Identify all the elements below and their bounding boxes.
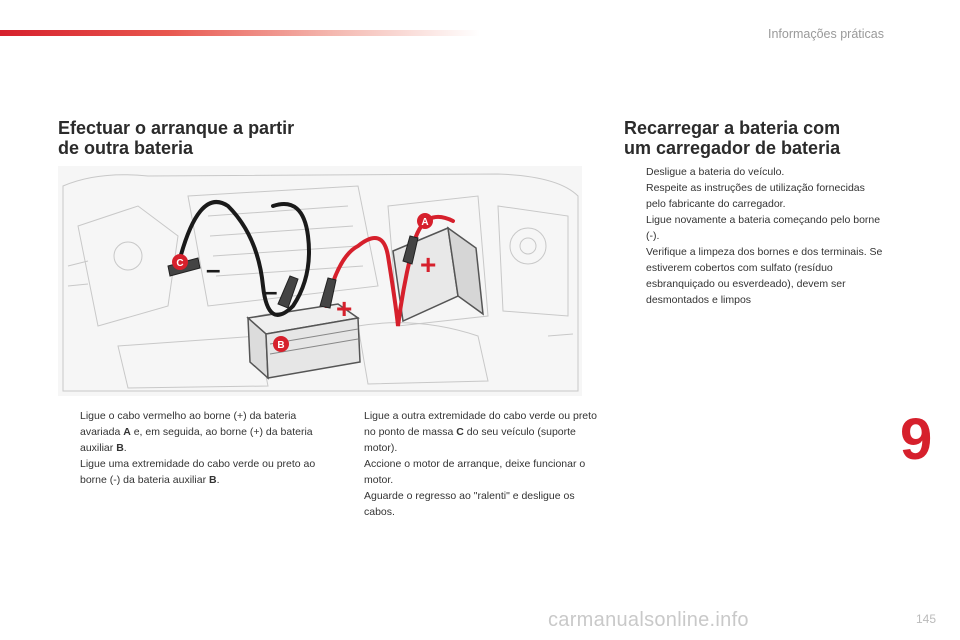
step-text: Ligue uma extremidade do cabo verde ou preto ao borne (-) da bateria auxiliar xyxy=(80,458,316,486)
step-bold-ref: B xyxy=(208,474,217,486)
minus-sign-battery: – xyxy=(263,276,278,306)
step-text: Accione o motor de arranque, deixe funcionar o motor. xyxy=(364,458,586,486)
label-c: C xyxy=(176,258,184,269)
step-text: . xyxy=(216,474,220,486)
step-text: Respeite as instruções de utilização fornecidas pelo fabricante do carregador. xyxy=(646,182,865,210)
list-item xyxy=(342,408,598,456)
step-text: e, em seguida, ao borne (+) da bateria auxiliar xyxy=(80,426,313,454)
list-item xyxy=(624,180,886,212)
recharge-title xyxy=(624,118,840,158)
list-item xyxy=(624,244,886,308)
jump-start-steps-list-continued xyxy=(342,408,598,520)
list-item xyxy=(58,408,320,456)
step-bold-ref: C xyxy=(456,426,464,438)
minus-sign-ground: – xyxy=(206,254,221,284)
watermark: carmanualsonline.info xyxy=(548,609,749,631)
label-b-badge xyxy=(273,336,289,352)
label-c-badge xyxy=(172,254,188,270)
list-item xyxy=(342,488,598,520)
list-item xyxy=(624,164,886,180)
recharge-title-line1: Recarregar a bateria com xyxy=(624,118,841,138)
list-item xyxy=(58,456,320,488)
label-b: B xyxy=(277,340,285,351)
plus-sign-faulty: + xyxy=(420,249,437,280)
label-a: A xyxy=(421,217,429,228)
step-bold-ref: B xyxy=(116,442,124,454)
step-text: Verifique a limpeza dos bornes e dos terminais. Se estiverem cobertos com sulfato (resíduo esbranquiçado ou esverdeado), devem ser desmontados e limpos xyxy=(646,246,883,306)
page-number: 145 xyxy=(915,612,936,626)
step-bold-ref: A xyxy=(123,426,131,438)
step-text: do seu veículo (suporte motor). xyxy=(364,426,576,454)
list-item xyxy=(342,456,598,488)
engine-bay-svg xyxy=(58,166,582,396)
engine-bay-illustration xyxy=(58,166,582,396)
plus-sign-auxiliary: + xyxy=(336,293,353,324)
step-text: Ligue novamente a bateria começando pelo borne (-). xyxy=(646,214,881,242)
jump-start-steps-list xyxy=(58,408,320,488)
list-item xyxy=(624,212,886,244)
top-accent-bar xyxy=(0,30,480,36)
step-text: Ligue o cabo vermelho ao borne (+) da bateria avariada xyxy=(80,410,297,438)
label-a-badge xyxy=(417,213,433,229)
jump-start-title-line1: Efectuar o arranque a partir xyxy=(58,118,295,138)
step-text: Desligue a bateria do veículo. xyxy=(646,166,785,178)
jump-start-title xyxy=(58,118,294,158)
chapter-number: 9 xyxy=(900,407,933,472)
recharge-steps-list xyxy=(624,164,886,308)
recharge-title-line2: um carregador de bateria xyxy=(624,138,841,158)
step-text: . xyxy=(123,442,127,454)
header-section-title: Informações práticas xyxy=(767,27,884,41)
step-text: Ligue a outra extremidade do cabo verde ou preto no ponto de massa xyxy=(364,410,597,438)
jump-start-title-line2: de outra bateria xyxy=(58,138,194,158)
step-text: Aguarde o regresso ao "ralenti" e desligue os cabos. xyxy=(364,490,575,518)
